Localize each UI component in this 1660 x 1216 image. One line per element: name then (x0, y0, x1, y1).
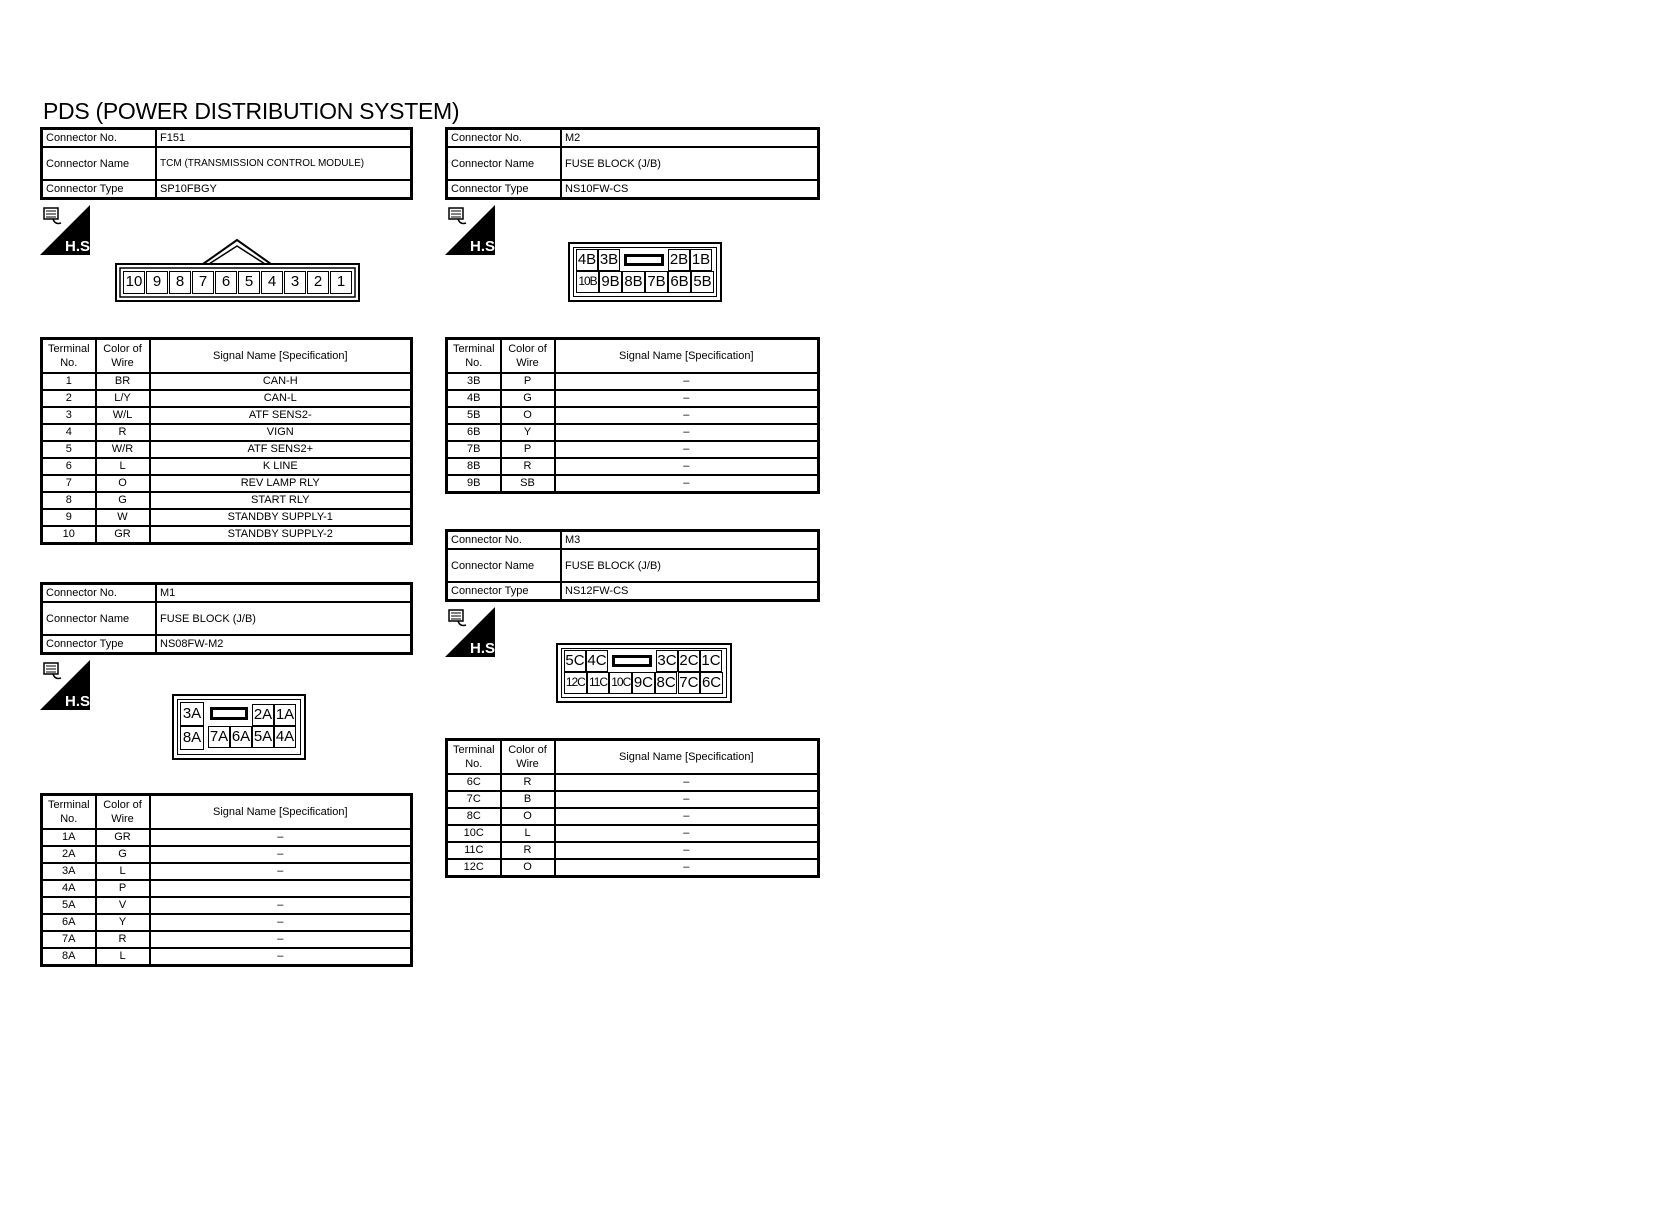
hs-label: H.S. (470, 238, 500, 255)
table-row (447, 373, 819, 390)
connector-pin: 2B (668, 249, 690, 271)
connector-no-value: M1 (156, 584, 412, 603)
signal-name-cell: – (555, 859, 819, 877)
connector-pin: 1C (700, 650, 722, 672)
label-connector-name: Connector Name (447, 549, 562, 582)
wire-color-cell: R (96, 424, 150, 441)
connector-pin: 8B (622, 271, 645, 293)
table-row (447, 859, 819, 877)
table-row (42, 441, 412, 458)
header-signal-name: Signal Name [Specification] (150, 339, 412, 374)
wire-color-cell: R (501, 458, 555, 475)
connector-pin: 5C (564, 650, 586, 672)
terminal-table-f151 (40, 337, 413, 545)
label-connector-type: Connector Type (42, 180, 157, 199)
terminal-no-cell: 5A (42, 897, 96, 914)
connector-pin: 8 (169, 271, 191, 294)
connector-pin: 5A (252, 726, 274, 748)
signal-name-cell: VIGN (150, 424, 412, 441)
connector-type-value: NS12FW-CS (561, 582, 819, 601)
terminal-no-cell: 8A (42, 948, 96, 966)
connector-no-value: M2 (561, 129, 819, 148)
connector-type-value: NS08FW-M2 (156, 635, 412, 654)
hs-icon (40, 660, 95, 710)
table-row (42, 458, 412, 475)
connector-diagram-m1 (172, 694, 306, 760)
signal-name-cell: – (555, 458, 819, 475)
wire-color-cell: Y (96, 914, 150, 931)
signal-name-cell: CAN-L (150, 390, 412, 407)
connector-pin: 7C (678, 672, 701, 694)
connector-latch (624, 254, 664, 266)
wire-color-cell: W (96, 509, 150, 526)
connector-type-value: NS10FW-CS (561, 180, 819, 199)
hs-label: H.S. (65, 238, 95, 255)
connector-info-m1 (40, 582, 413, 655)
connector-no-value: M3 (561, 531, 819, 550)
signal-name-cell: – (555, 825, 819, 842)
table-row (447, 458, 819, 475)
table-row (447, 774, 819, 791)
terminal-no-cell: 10C (447, 825, 501, 842)
wire-color-cell: L/Y (96, 390, 150, 407)
label-connector-type: Connector Type (447, 582, 562, 601)
table-row (42, 492, 412, 509)
wire-color-cell: G (96, 846, 150, 863)
connector-pin: 3B (598, 249, 620, 271)
connector-pin: 11C (587, 672, 610, 694)
label-connector-type: Connector Type (447, 180, 562, 199)
connector-pin: 6B (668, 271, 691, 293)
connector-pin: 10C (609, 672, 632, 694)
terminal-no-cell: 11C (447, 842, 501, 859)
connector-pin: 8C (655, 672, 678, 694)
label-connector-type: Connector Type (42, 635, 157, 654)
wire-color-cell: W/R (96, 441, 150, 458)
wire-color-cell: P (501, 441, 555, 458)
connector-pin: 5B (691, 271, 714, 293)
header-terminal-no: Terminal No. (42, 795, 96, 830)
wire-color-cell: L (501, 825, 555, 842)
connector-pin: 3A (180, 702, 204, 726)
connector-pin: 2A (252, 704, 274, 726)
signal-name-cell: – (555, 407, 819, 424)
table-row (447, 808, 819, 825)
terminal-no-cell: 3B (447, 373, 501, 390)
connector-pin: 4B (576, 249, 598, 271)
terminal-table-m1 (40, 793, 413, 967)
table-row (42, 373, 412, 390)
wire-color-cell: P (501, 373, 555, 390)
connector-pin: 4C (586, 650, 608, 672)
table-row (42, 526, 412, 544)
signal-name-cell: – (555, 774, 819, 791)
terminal-table-m2 (445, 337, 820, 494)
connector-pin: 8A (180, 726, 204, 750)
terminal-no-cell: 6 (42, 458, 96, 475)
header-signal-name: Signal Name [Specification] (555, 339, 819, 374)
label-connector-name: Connector Name (42, 602, 157, 635)
signal-name-cell: ATF SENS2+ (150, 441, 412, 458)
hs-icon (445, 607, 500, 657)
signal-name-cell: K LINE (150, 458, 412, 475)
connector-pin: 6A (230, 726, 252, 748)
wire-color-cell: Y (501, 424, 555, 441)
signal-name-cell: STANDBY SUPPLY-1 (150, 509, 412, 526)
signal-name-cell: – (555, 424, 819, 441)
wire-color-cell: R (501, 842, 555, 859)
wire-color-cell: O (501, 808, 555, 825)
label-connector-name: Connector Name (42, 147, 157, 180)
wire-color-cell: B (501, 791, 555, 808)
wire-color-cell: W/L (96, 407, 150, 424)
terminal-no-cell: 10 (42, 526, 96, 544)
label-connector-name: Connector Name (447, 147, 562, 180)
table-row (42, 846, 412, 863)
connector-info-m2 (445, 127, 820, 200)
signal-name-cell: – (555, 475, 819, 493)
terminal-no-cell: 4B (447, 390, 501, 407)
connector-pin: 7A (208, 726, 230, 748)
table-row (42, 948, 412, 966)
table-row (447, 424, 819, 441)
table-row (447, 825, 819, 842)
label-connector-no: Connector No. (42, 584, 157, 603)
terminal-no-cell: 1 (42, 373, 96, 390)
wire-color-cell: O (501, 407, 555, 424)
signal-name-cell: STANDBY SUPPLY-2 (150, 526, 412, 544)
hs-label: H.S. (470, 640, 500, 657)
terminal-no-cell: 8B (447, 458, 501, 475)
connector-type-value: SP10FBGY (156, 180, 412, 199)
table-row (447, 441, 819, 458)
connector-pin: 3C (656, 650, 678, 672)
table-row (447, 791, 819, 808)
signal-name-cell: – (150, 897, 412, 914)
header-color-of-wire: Color of Wire (96, 339, 150, 374)
terminal-no-cell: 5B (447, 407, 501, 424)
table-row (42, 829, 412, 846)
terminal-no-cell: 2A (42, 846, 96, 863)
terminal-no-cell: 8C (447, 808, 501, 825)
table-row (42, 475, 412, 492)
table-row (447, 390, 819, 407)
signal-name-cell: – (150, 829, 412, 846)
wire-color-cell: L (96, 458, 150, 475)
terminal-no-cell: 7 (42, 475, 96, 492)
terminal-table-m3 (445, 738, 820, 878)
connector-diagram-f151 (115, 240, 360, 302)
terminal-no-cell: 2 (42, 390, 96, 407)
terminal-no-cell: 9B (447, 475, 501, 493)
connector-name-value: FUSE BLOCK (J/B) (156, 602, 412, 635)
signal-name-cell (150, 880, 412, 897)
terminal-no-cell: 6B (447, 424, 501, 441)
connector-pin: 9B (599, 271, 622, 293)
connector-pin: 7 (192, 271, 214, 294)
signal-name-cell: START RLY (150, 492, 412, 509)
connector-pin: 7B (645, 271, 668, 293)
terminal-no-cell: 4A (42, 880, 96, 897)
header-signal-name: Signal Name [Specification] (555, 740, 819, 775)
signal-name-cell: – (555, 441, 819, 458)
signal-name-cell: CAN-H (150, 373, 412, 390)
terminal-no-cell: 5 (42, 441, 96, 458)
terminal-no-cell: 3A (42, 863, 96, 880)
header-color-of-wire: Color of Wire (501, 339, 555, 374)
header-color-of-wire: Color of Wire (501, 740, 555, 775)
connector-latch (612, 655, 652, 667)
signal-name-cell: ATF SENS2- (150, 407, 412, 424)
wire-color-cell: R (96, 931, 150, 948)
label-connector-no: Connector No. (447, 129, 562, 148)
header-signal-name: Signal Name [Specification] (150, 795, 412, 830)
signal-name-cell: – (150, 863, 412, 880)
connector-latch (210, 707, 248, 720)
signal-name-cell: – (555, 808, 819, 825)
signal-name-cell: – (555, 373, 819, 390)
connector-pin: 9 (146, 271, 168, 294)
connector-pin: 1B (690, 249, 712, 271)
page-title: PDS (POWER DISTRIBUTION SYSTEM) (43, 98, 460, 124)
connector-info-m3 (445, 529, 820, 602)
table-row (447, 407, 819, 424)
wire-color-cell: L (96, 948, 150, 966)
terminal-no-cell: 4 (42, 424, 96, 441)
wire-color-cell: O (96, 475, 150, 492)
wire-color-cell: BR (96, 373, 150, 390)
connector-pin: 1A (274, 704, 296, 726)
table-row (447, 475, 819, 493)
hs-icon (445, 205, 500, 255)
header-terminal-no: Terminal No. (447, 740, 501, 775)
terminal-no-cell: 1A (42, 829, 96, 846)
table-row (42, 390, 412, 407)
hs-label: H.S. (65, 693, 95, 710)
terminal-no-cell: 9 (42, 509, 96, 526)
terminal-no-cell: 12C (447, 859, 501, 877)
wire-color-cell: SB (501, 475, 555, 493)
table-row (42, 509, 412, 526)
signal-name-cell: – (150, 914, 412, 931)
wire-color-cell: O (501, 859, 555, 877)
header-terminal-no: Terminal No. (42, 339, 96, 374)
connector-info-f151 (40, 127, 413, 200)
connector-no-value: F151 (156, 129, 412, 148)
terminal-no-cell: 6C (447, 774, 501, 791)
signal-name-cell: – (150, 931, 412, 948)
terminal-no-cell: 7C (447, 791, 501, 808)
signal-name-cell: – (150, 948, 412, 966)
label-connector-no: Connector No. (447, 531, 562, 550)
wire-color-cell: L (96, 863, 150, 880)
wire-color-cell: GR (96, 829, 150, 846)
connector-pin: 4 (261, 271, 283, 294)
connector-name-value: FUSE BLOCK (J/B) (561, 147, 819, 180)
connector-pin: 4A (274, 726, 296, 748)
wire-color-cell: R (501, 774, 555, 791)
wire-color-cell: GR (96, 526, 150, 544)
table-row (42, 897, 412, 914)
connector-pin: 1 (330, 271, 352, 294)
terminal-no-cell: 7A (42, 931, 96, 948)
connector-pin: 6 (215, 271, 237, 294)
terminal-no-cell: 3 (42, 407, 96, 424)
label-connector-no: Connector No. (42, 129, 157, 148)
table-row (42, 880, 412, 897)
connector-diagram-m3 (556, 643, 732, 703)
connector-pin: 9C (632, 672, 655, 694)
wire-color-cell: G (501, 390, 555, 407)
connector-pin: 2 (307, 271, 329, 294)
table-row (42, 424, 412, 441)
table-row (42, 863, 412, 880)
wire-color-cell: P (96, 880, 150, 897)
terminal-no-cell: 7B (447, 441, 501, 458)
connector-pin: 10 (123, 271, 145, 294)
signal-name-cell: – (555, 842, 819, 859)
table-row (447, 842, 819, 859)
connector-pin: 10B (576, 271, 599, 293)
connector-name-value: TCM (TRANSMISSION CONTROL MODULE) (156, 147, 412, 180)
signal-name-cell: REV LAMP RLY (150, 475, 412, 492)
table-row (42, 914, 412, 931)
table-row (42, 931, 412, 948)
terminal-no-cell: 8 (42, 492, 96, 509)
header-terminal-no: Terminal No. (447, 339, 501, 374)
connector-name-value: FUSE BLOCK (J/B) (561, 549, 819, 582)
connector-pin: 6C (700, 672, 723, 694)
connector-pin: 12C (564, 672, 587, 694)
header-color-of-wire: Color of Wire (96, 795, 150, 830)
wire-color-cell: G (96, 492, 150, 509)
signal-name-cell: – (150, 846, 412, 863)
signal-name-cell: – (555, 390, 819, 407)
hs-icon (40, 205, 95, 255)
table-row (42, 407, 412, 424)
wire-color-cell: V (96, 897, 150, 914)
connector-pin: 3 (284, 271, 306, 294)
terminal-no-cell: 6A (42, 914, 96, 931)
connector-pin: 5 (238, 271, 260, 294)
connector-diagram-m2 (568, 242, 722, 302)
signal-name-cell: – (555, 791, 819, 808)
connector-pin: 2C (678, 650, 700, 672)
